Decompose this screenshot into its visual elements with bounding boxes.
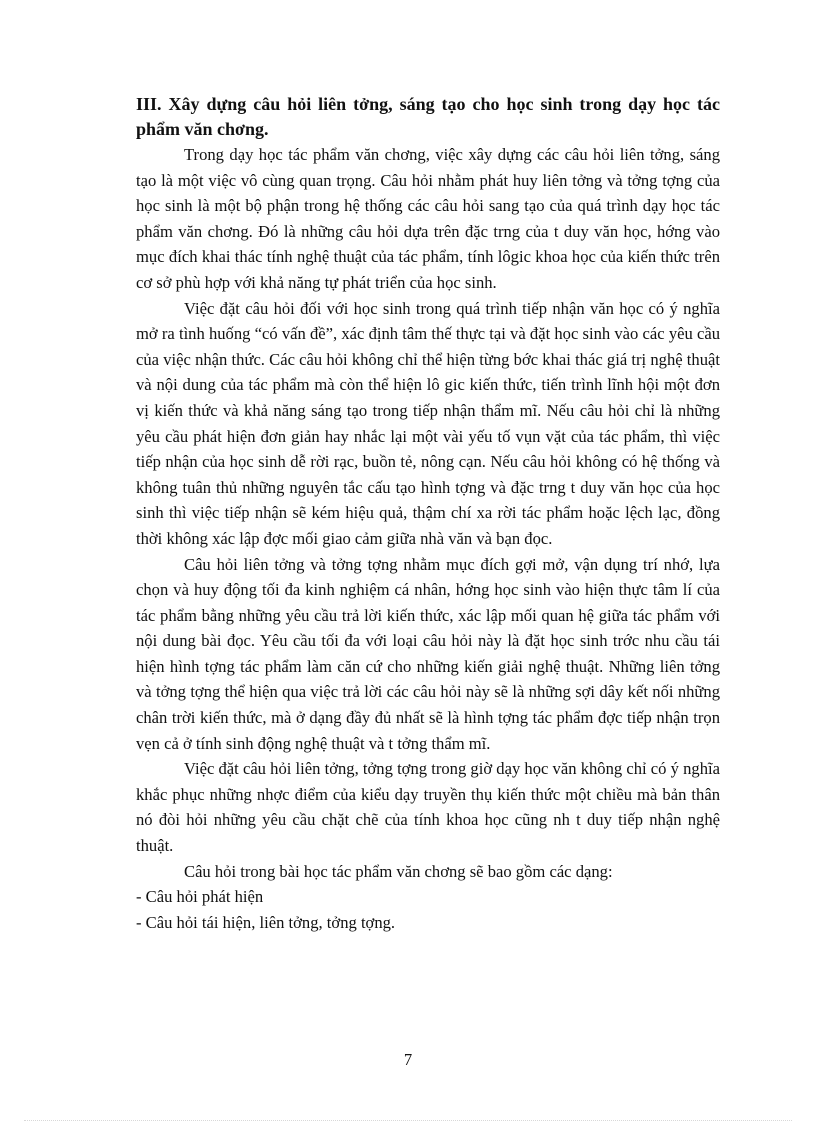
- paragraph-3: Câu hỏi liên tởng và tởng tợng nhằm mục đích gợi mở, vận dụng trí nhớ, lựa chọn và huy động tối đa kinh nghiệm cá nhân, hớng học sinh vào hiện thực tâm lí của tác phẩm bằng những yêu cầu trả lời kiến thức, xác lập mối quan hệ giữa tác phẩm với nội dung bài đọc. Yêu cầu tối đa với loại câu hỏi này là đặt học sinh trớc nhu cầu tái hiện hình tợng tác phẩm làm căn cứ cho những kiến giải nghệ thuật. Những liên tởng và tởng tợng thể hiện qua việc trả lời các câu hỏi này sẽ là những sợi dây kết nối những chân trời kiến thức, mà ở dạng đầy đủ nhất sẽ là hình tợng tác phẩm đợc tiếp nhận trọn vẹn cả ở tính sinh động nghệ thuật và t tởng thẩm mĩ.: [136, 554, 720, 753]
- list-item: - Câu hỏi phát hiện: [136, 887, 264, 907]
- section-heading: III. Xây dựng câu hỏi liên tởng, sáng tạo cho học sinh trong dạy học tác phẩm văn chơng.: [136, 94, 720, 139]
- page-number: 7: [403, 1050, 413, 1069]
- list-item: - Câu hỏi tái hiện, liên tởng, tởng tợng.: [136, 912, 396, 932]
- page-content: [136, 92, 720, 935]
- list-intro: Câu hỏi trong bài học tác phẩm văn chơng sẽ bao gồm các dạng:: [184, 861, 613, 881]
- paragraph-4: Việc đặt câu hỏi liên tởng, tởng tợng trong giờ dạy học văn không chỉ có ý nghĩa khắc phục những nhợc điểm của kiểu dạy truyền thụ kiến thức một chiều mà bản thân nó đòi hỏi những yêu cầu chặt chẽ của tính khoa học cũng nh t duy tiếp nhận nghệ thuật.: [136, 759, 720, 856]
- paragraph-2: Việc đặt câu hỏi đối với học sinh trong quá trình tiếp nhận văn học có ý nghĩa mở ra tình huống “có vấn đề”, xác định tâm thế thực tại và đặt học sinh vào các yêu cầu của việc nhận thức. Các câu hỏi không chỉ thể hiện từng bớc khai thác giá trị nghệ thuật và nội dung của tác phẩm mà còn thể hiện lô gic kiến thức, tiến trình lĩnh hội một đơn vị kiến thức và khả năng sáng tạo trong tiếp nhận thẩm mĩ. Nếu câu hỏi chỉ là những yêu cầu phát hiện đơn giản hay nhắc lại một vài yếu tố vụn vặt của tác phẩm, thì việc tiếp nhận của học sinh dễ rời rạc, buồn tẻ, nông cạn. Nếu câu hỏi không có hệ thống và không tuân thủ những nguyên tắc cấu tạo hình tợng và đặc trng t duy văn học của học sinh thì việc tiếp nhận sẽ kém hiệu quả, thậm chí xa rời tác phẩm hoặc lệch lạc, đồng thời không xác lập đợc mối giao cảm giữa nhà văn và bạn đọc.: [136, 298, 720, 548]
- paragraph-1: Trong dạy học tác phẩm văn chơng, việc xây dựng các câu hỏi liên tởng, sáng tạo là một việc vô cùng quan trọng. Câu hỏi nhằm phát huy liên tởng và tởng tợng của học sinh là một bộ phận trong hệ thống các câu hỏi sang tạo của quá trình dạy học tác phẩm văn chơng. Đó là những câu hỏi dựa trên đặc trng của t duy văn học, hớng vào mục đích khai thác tính nghệ thuật của tác phẩm, tính lôgic khoa học của kiến thức trên cơ sở phù hợp với khả năng tự phát triển của học sinh.: [136, 145, 720, 292]
- page-bottom-divider: [24, 1120, 792, 1121]
